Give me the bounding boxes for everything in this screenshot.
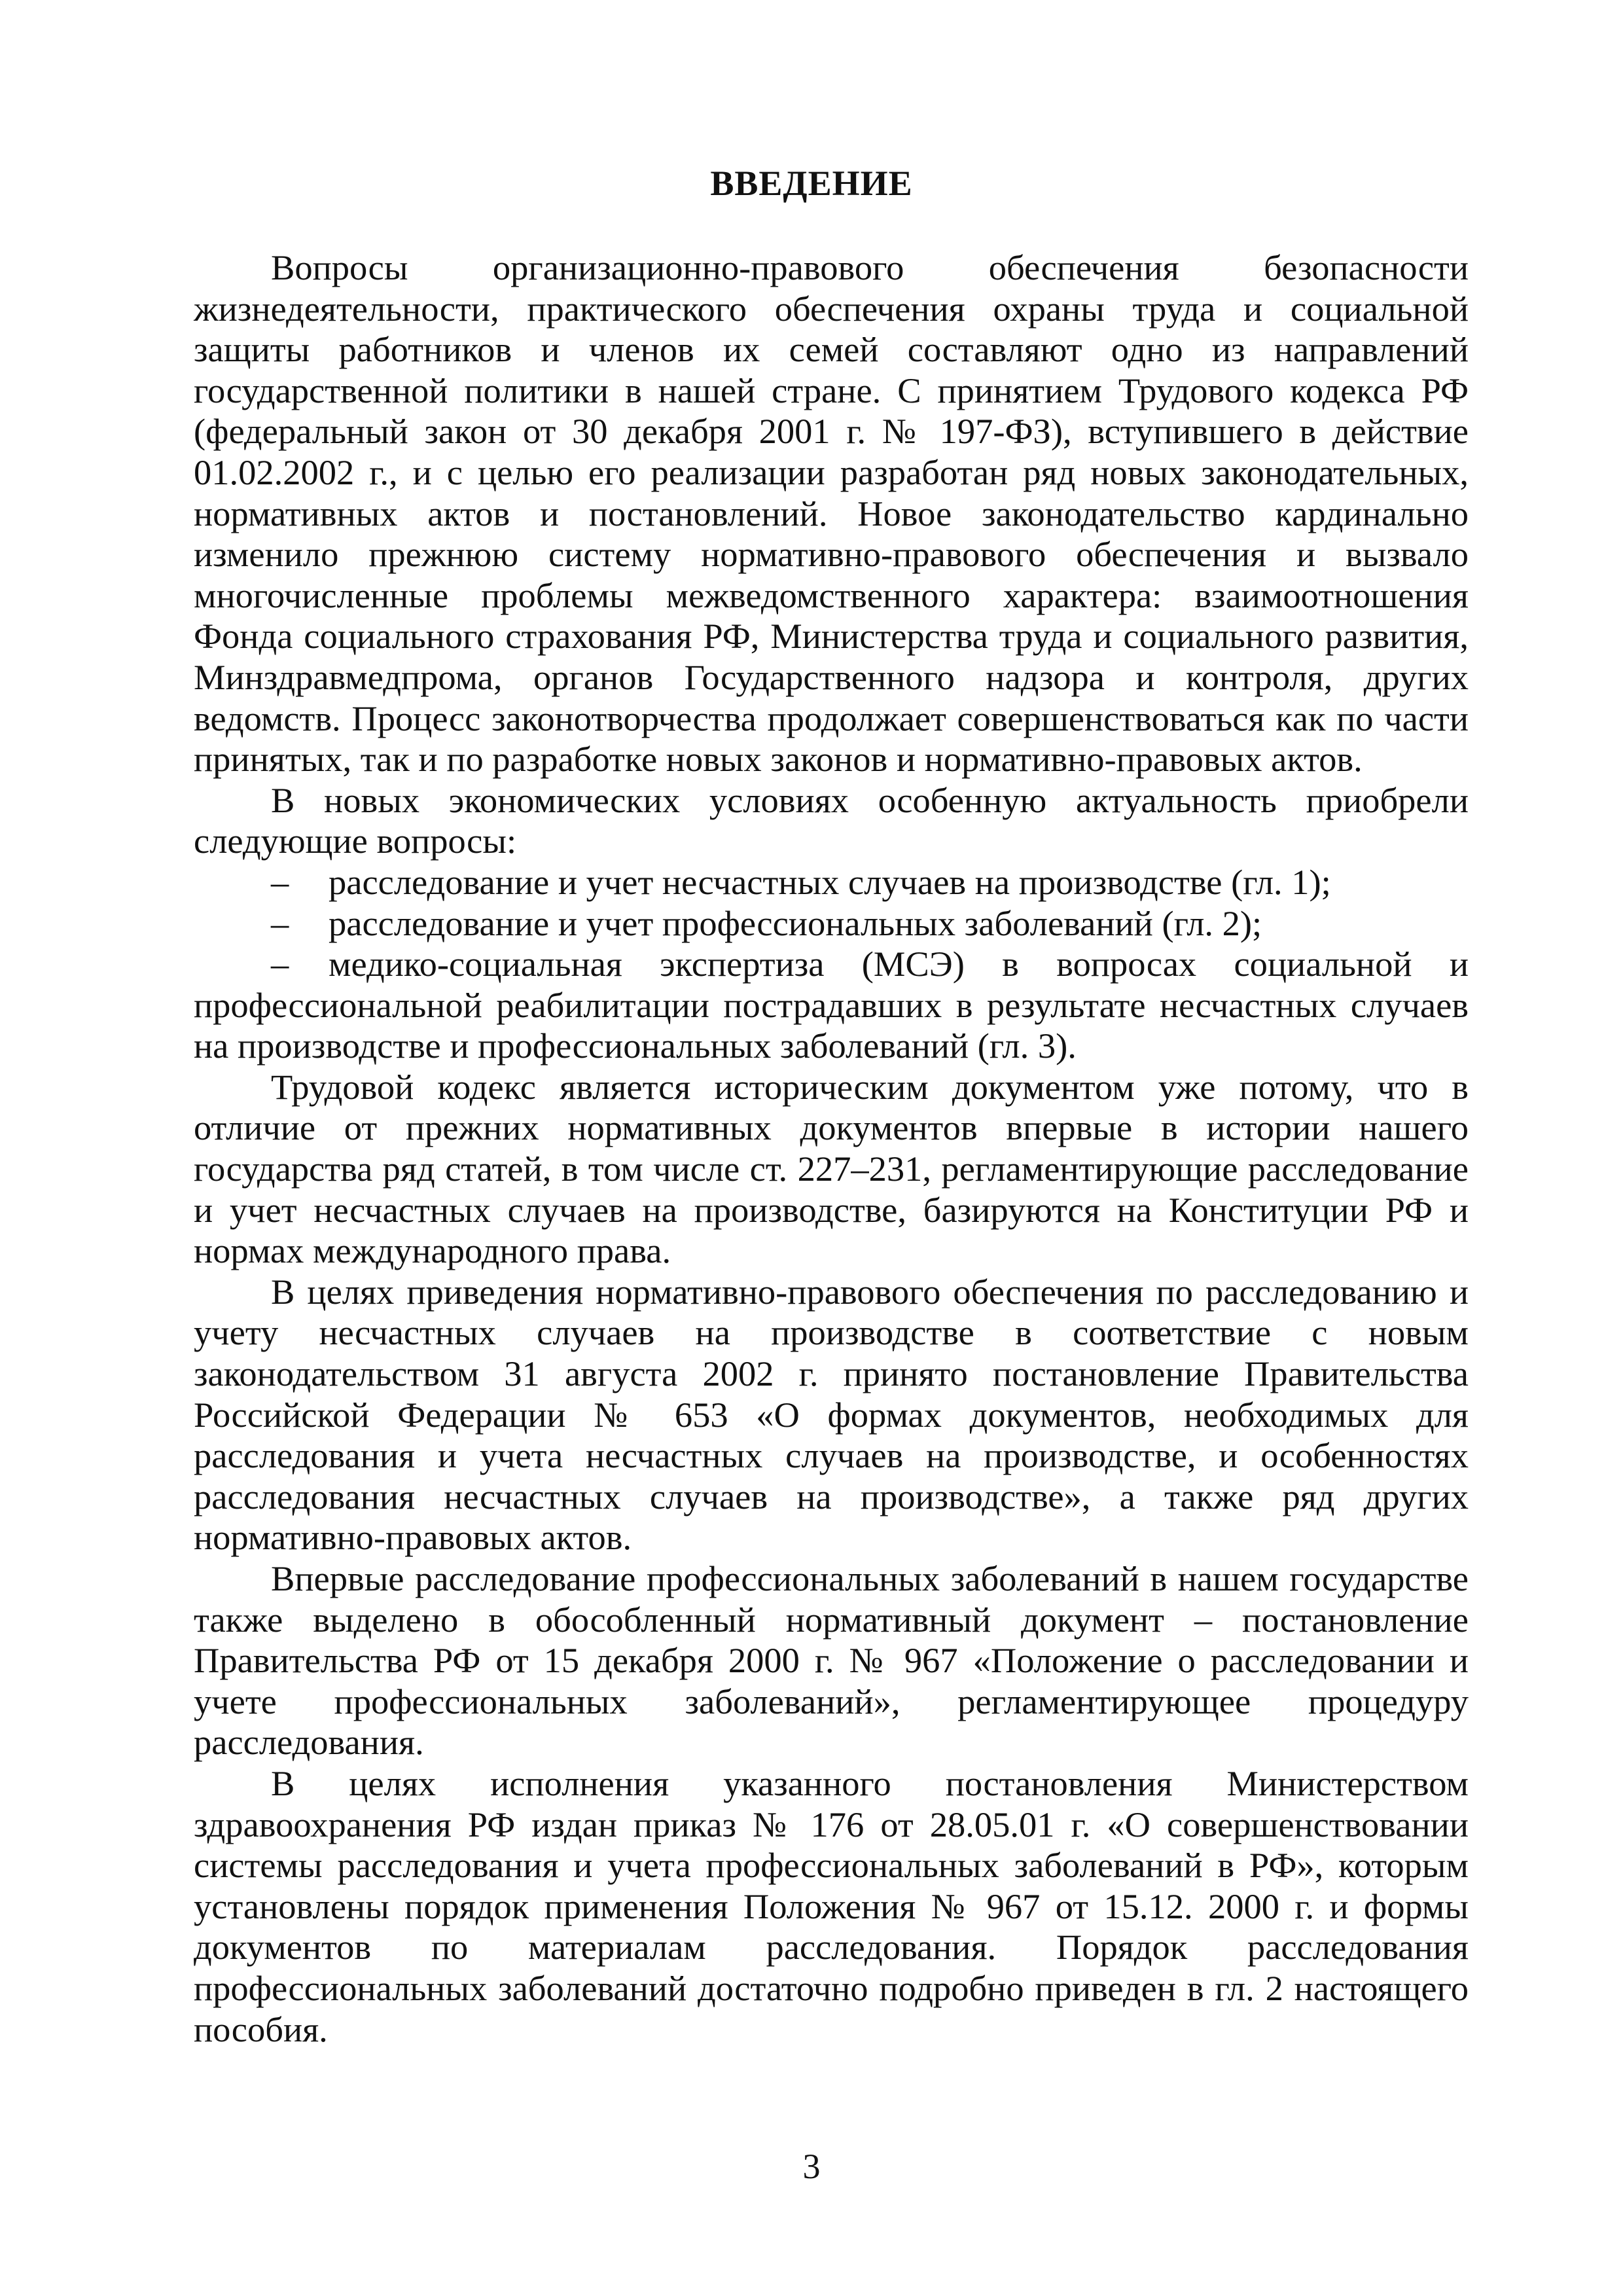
paragraph-questions-lead: В новых экономических условиях особенную актуальность приобрели следующие вопросы:: [194, 780, 1469, 861]
page-number: 3: [802, 2147, 821, 2186]
paragraph-regulation-967: Впервые расследование профессиональных заболеваний в нашем государстве также выделено в обособленный нормативный документ – постановление Правительства РФ от 15 декабря 2000 г. № 967 «Положение о расследовании и учете профессиональных заболеваний», регламентирующее процедуру расследования.: [194, 1558, 1469, 1763]
body-text: [194, 247, 1469, 2050]
list-item: [194, 903, 1469, 944]
list-item-text: расследование и учет несчастных случаев на производстве (гл. 1);: [329, 861, 1331, 902]
paragraph-regulation-653: В целях приведения нормативно-правового обеспечения по расследованию и учету несчастных случаев на производстве в соответствие с новым законодательством 31 августа 2002 г. принято постановление Правительства Российской Федерации № 653 «О формах документов, необходимых для расследования и учета несчастных случаев на производстве, и особенностях расследования несчастных случаев на производстве», а также ряд других нормативно-правовых актов.: [194, 1271, 1469, 1558]
list-item: [194, 862, 1469, 903]
questions-list: [194, 862, 1469, 1067]
paragraph-labor-code: Трудовой кодекс является историческим документом уже потому, что в отличие от прежних нормативных документов впервые в истории нашего государства ряд статей, в том числе ст. 227–231, регламентирующие расследование и учет несчастных случаев на производстве, базируются на Конституции РФ и нормах международного права.: [194, 1066, 1469, 1271]
list-item: [194, 944, 1469, 1067]
list-dash: –: [271, 861, 289, 902]
list-item-text: расследование и учет профессиональных заболеваний (гл. 2);: [329, 903, 1262, 943]
list-item-text: медико-социальная экспертиза (МСЭ) в вопросах социальной и профессиональной реабилитации пострадавших в результате несчастных случаев на производстве и профессиональных заболеваний (гл. 3).: [194, 944, 1469, 1066]
paragraph-order-176: В целях исполнения указанного постановления Министерством здравоохранения РФ издан приказ № 176 от 28.05.01 г. «О совершенствовании системы расследования и учета профессиональных заболеваний в РФ», которым установлены порядок применения Положения № 967 от 15.12. 2000 г. и формы документов по материалам расследования. Порядок расследования профессиональных заболеваний достаточно подробно приведен в гл. 2 настоящего пособия.: [194, 1763, 1469, 2049]
page-title: ВВЕДЕНИЕ: [710, 164, 913, 203]
list-dash: –: [271, 944, 289, 984]
paragraph-intro: Вопросы организационно-правового обеспечения безопасности жизнедеятельности, практического обеспечения охраны труда и социальной защиты работников и членов их семей составляют одно из направлений государственной политики в нашей стране. С принятием Трудового кодекса РФ (федеральный закон от 30 декабря 2001 г. № 197-ФЗ), вступившего в действие 01.02.2002 г., и с целью его реализации разработан ряд новых законодательных, нормативных актов и постановлений. Новое законодательство кардинально изменило прежнюю систему нормативно-правового обеспечения и вызвало многочисленные проблемы межведомственного характера: взаимоотношения Фонда социального страхования РФ, Министерства труда и социального развития, Минздравмедпрома, органов Государственного надзора и контроля, других ведомств. Процесс законотворчества продолжает совершенствоваться как по части принятых, так и по разработке новых законов и нормативно-правовых актов.: [194, 247, 1469, 780]
list-dash: –: [271, 903, 289, 943]
